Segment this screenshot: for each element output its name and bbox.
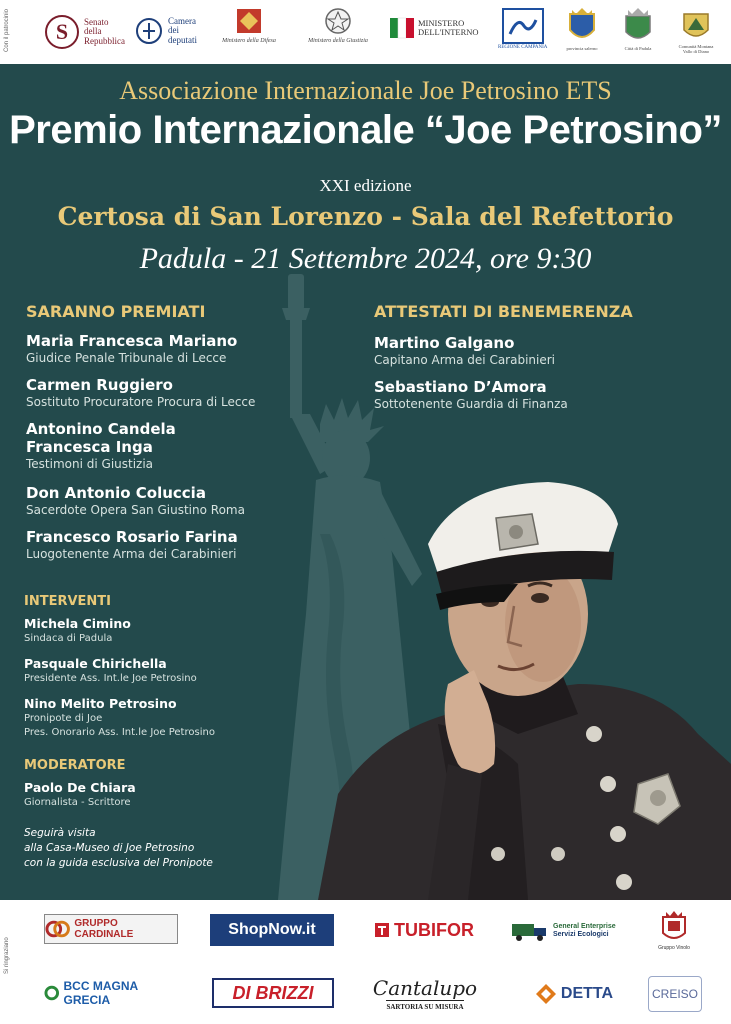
camera-logo: Camera dei deputati	[134, 14, 197, 48]
bcc-magna-grecia-logo: BCC MAGNA GRECIA	[44, 980, 184, 1006]
difesa-logo: Ministero della Difesa	[214, 6, 284, 45]
detta-logo: DETTA	[518, 980, 630, 1008]
edition: XXI edizione	[319, 176, 412, 195]
interventi-heading: INTERVENTI	[24, 594, 112, 609]
svg-text:S: S	[55, 19, 69, 44]
gruppo-vinolo-logo: Gruppo Vinolo	[652, 906, 696, 954]
attestati-heading: ATTESTATI DI BENEMERENZA	[374, 302, 633, 321]
cardinale-rings-icon	[45, 920, 70, 938]
campania-logo: REGIONE CAMPANIA	[498, 8, 547, 51]
padula-crest-icon	[622, 6, 654, 46]
provincia-crest-icon	[566, 6, 598, 46]
provincia-logo: provincia salerno	[560, 6, 604, 52]
senato-emblem-icon	[44, 14, 80, 50]
shopnow-logo: ShopNow.it	[210, 914, 334, 946]
vinolo-crest-icon	[660, 909, 688, 945]
association-name: Associazione Internazionale Joe Petrosino ETS	[119, 76, 612, 105]
republic-emblem-icon	[323, 6, 353, 36]
patronage-label: Con il patrocinio	[4, 8, 10, 52]
interno-logo: MINISTERO DELL'INTERNO	[390, 16, 479, 40]
comunita-logo: Comunità Montana Vallo di Diano	[668, 6, 724, 55]
cantalupo-logo: Cantalupo SARTORIA SU MISURA	[372, 975, 478, 1011]
giustizia-logo: Ministero della Giustizia	[298, 6, 378, 45]
di-brizzi-logo: DI BRIZZI	[212, 978, 334, 1008]
moderatore-item: Paolo De Chiara Giornalista - Scrittore	[24, 780, 136, 808]
camera-emblem-icon	[134, 14, 164, 48]
venue: Certosa di San Lorenzo - Sala del Refettorio	[57, 202, 674, 231]
premiato-item: Antonino Candela Francesca Inga Testimoni di Giustizia	[26, 420, 176, 471]
padula-logo: Città di Padula	[616, 6, 660, 52]
patronage-strip	[0, 0, 731, 64]
premiato-item: Francesco Rosario Farina Luogotenente Arma dei Carabinieri	[26, 528, 238, 561]
general-enterprise-logo: General Enterprise Servizi Ecologici	[510, 916, 634, 946]
joe-petrosino-portrait	[318, 434, 731, 900]
bcc-mark-icon	[44, 985, 60, 1001]
moderatore-heading: MODERATORE	[24, 758, 126, 773]
comunita-crest-icon	[680, 6, 712, 44]
award-title: Premio Internazionale “Joe Petrosino”	[9, 108, 722, 152]
tubifor-logo: TUBIFOR	[364, 916, 484, 944]
attestato-item: Martino Galgano Capitano Arma dei Carabinieri	[374, 334, 556, 367]
sponsors-label: Si ringraziano	[4, 937, 10, 974]
intervento-item: Michela Cimino Sindaca di Padula	[24, 616, 131, 644]
senato-logo: S Senato della Repubblica	[44, 14, 125, 50]
premiato-item: Don Antonio Coluccia Sacerdote Opera San Giustino Roma	[26, 484, 245, 517]
event-datetime: Padula - 21 Settembre 2024, ore 9:30	[139, 242, 592, 275]
sponsors-strip	[0, 900, 731, 1024]
campania-emblem-icon	[502, 8, 544, 44]
intervento-item: Pasquale Chirichella Presidente Ass. Int.le Joe Petrosino	[24, 656, 197, 684]
detta-mark-icon	[535, 983, 557, 1005]
premiati-heading: SARANNO PREMIATI	[26, 302, 206, 321]
intervento-item: Nino Melito Petrosino Pronipote di Joe Pres. Onorario Ass. Int.le Joe Petrosino	[24, 696, 215, 738]
creiso-logo: CREISO	[648, 976, 702, 1012]
visit-note: Seguirà visita alla Casa-Museo di Joe Petrosino con la guida esclusiva del Pronipote	[24, 827, 213, 869]
difesa-emblem-icon	[234, 6, 264, 36]
premiato-item: Maria Francesca Mariano Giudice Penale Tribunale di Lecce	[26, 332, 238, 365]
gruppo-cardinale-logo: GRUPPO CARDINALE	[44, 914, 178, 944]
attestato-item: Sebastiano D’Amora Sottotenente Guardia di Finanza	[374, 378, 568, 411]
premiato-item: Carmen Ruggiero Sostituto Procuratore Procura di Lecce	[26, 376, 256, 409]
italian-flag-icon	[390, 16, 414, 40]
main-panel	[0, 64, 731, 900]
ge-truck-icon	[510, 920, 550, 942]
tubifor-mark-icon	[374, 922, 390, 938]
